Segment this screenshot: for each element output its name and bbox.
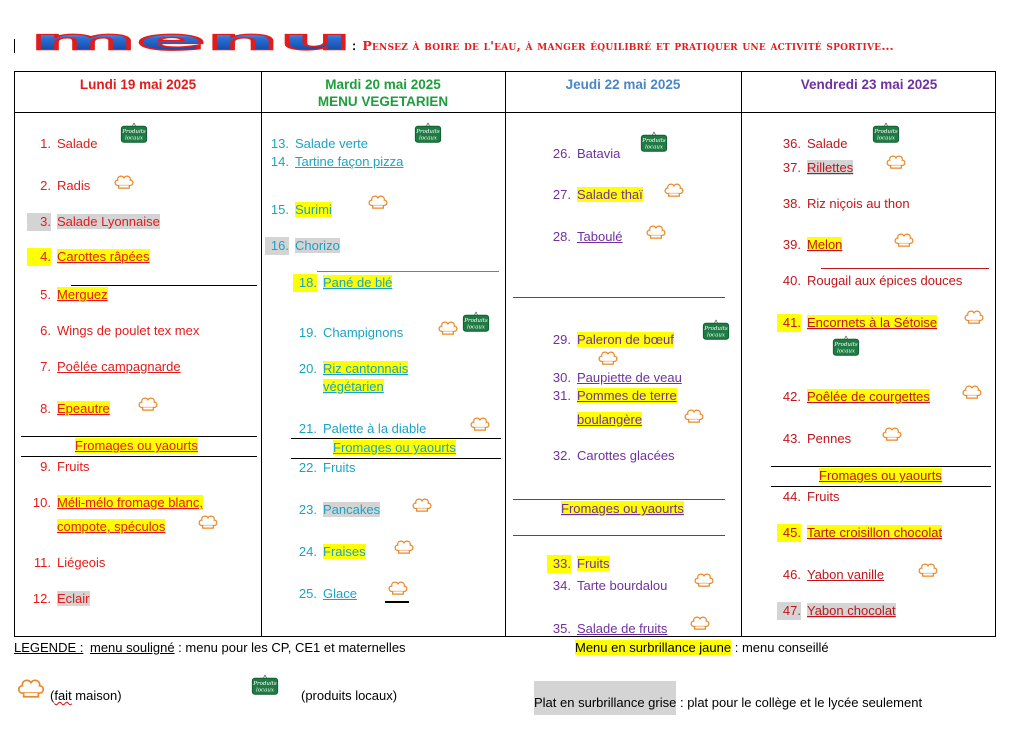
menu-item: 3. Salade Lyonnaise (27, 213, 160, 231)
menu-item: 45. Tarte croisillon chocolat (777, 524, 942, 542)
menu-item: 25. Glace (298, 586, 357, 601)
menu-item: 41. Encornets à la Sétoise (777, 314, 937, 332)
day-title: Jeudi 22 mai 2025 (565, 77, 681, 92)
chef-hat-icon (469, 415, 491, 431)
menu-item: 38. Riz niçois au thon (782, 196, 910, 211)
local-products-badge-icon (831, 335, 861, 357)
chef-hat-icon (683, 407, 705, 423)
menu-item: 29. Paleron de bœuf (552, 332, 674, 347)
menu-item: 43. Pennes (782, 431, 852, 446)
legend-local: (produits locaux) (301, 688, 398, 703)
menu-item: 24. Fraises (298, 544, 366, 559)
menu-item: 15. Surimi (270, 202, 332, 217)
menu-item: 36. Salade (782, 136, 848, 151)
menu-item: 44. Fruits (782, 489, 840, 504)
chef-hat-icon (693, 571, 715, 587)
separator-line (513, 535, 725, 536)
separator-line (513, 297, 725, 298)
menu-item-cont: compote, spéculos (57, 519, 166, 534)
local-products-badge-icon (639, 131, 669, 153)
day-header-friday (741, 72, 997, 112)
menu-item: 40. Rougail aux épices douces (782, 273, 963, 288)
menu-item: 4. Carottes râpées (27, 248, 150, 266)
chef-hat-icon (689, 614, 711, 630)
menu-item: 35. Salade de fruits (552, 621, 668, 636)
menu-item: 16. Chorizo (265, 237, 340, 255)
menu-item: 5. Merguez (40, 287, 108, 302)
day-header-thursday (505, 72, 741, 112)
menu-item: 39. Melon (782, 237, 843, 252)
chef-hat-icon (113, 173, 135, 189)
day-header-monday (15, 72, 261, 112)
menu-item: 31. Pommes de terre (552, 388, 677, 403)
menu-item: 27. Salade thaï (552, 187, 643, 202)
separator-line (385, 601, 409, 603)
chef-hat-icon (393, 538, 415, 554)
day-title: Vendredi 23 mai 2025 (800, 77, 938, 92)
separator-line (21, 436, 257, 437)
local-products-badge-icon (119, 122, 149, 144)
chef-hat-icon (387, 579, 409, 595)
menu-item: 12. Eclair (32, 591, 90, 606)
menu-item: 28. Taboulé (552, 229, 623, 244)
menu-item: 34. Tarte bourdalou (552, 578, 668, 593)
header (12, 23, 1012, 68)
menu-item: 9. Fruits (40, 459, 90, 474)
legend-yellow: Menu en surbrillance jaune : menu conseillé (575, 640, 829, 655)
chef-hat-icon (961, 383, 983, 399)
menu-item: 47. Yabon chocolat (777, 602, 896, 620)
separator-line (771, 466, 991, 467)
chef-hat-icon (197, 513, 219, 529)
chef-hat-icon (597, 349, 619, 365)
menu-item: 26. Batavia (552, 146, 621, 161)
tagline: : Pensez à boire de l'eau, à manger équilibré et pratiquer une activité sportive… (352, 38, 894, 53)
legend-underlined: menu souligné : menu pour les CP, CE1 et maternelles (90, 640, 406, 655)
menu-item: 14. Tartine façon pizza (270, 154, 404, 169)
menu-logo (26, 22, 356, 52)
cheese-band: Fromages ou yaourts (75, 438, 198, 453)
local-products-badge-icon (701, 319, 731, 341)
menu-item: 18. Pané de blé (293, 274, 392, 292)
chef-hat-icon (645, 223, 667, 239)
legend (14, 640, 1014, 720)
legend-homemade: (fait maison) (50, 688, 122, 703)
separator-line (821, 268, 989, 269)
cheese-band: Fromages ou yaourts (819, 468, 942, 483)
chef-hat-icon (917, 561, 939, 577)
chef-hat-icon (881, 425, 903, 441)
menu-item: 23. Pancakes (298, 502, 381, 517)
day-subtitle: MENU VEGETARIEN (317, 94, 449, 109)
chef-hat-icon (137, 395, 159, 411)
separator-line (513, 499, 725, 500)
day-title: Lundi 19 mai 2025 (79, 77, 197, 92)
chef-hat-icon (663, 181, 685, 197)
menu-item: 22. Fruits (298, 460, 356, 475)
local-products-badge-icon (871, 122, 901, 144)
menu-item: 42. Poêlée de courgettes (782, 389, 930, 404)
legend-grey: Plat en surbrillance grise : plat pour le collège et le lycée seulement (534, 674, 922, 718)
day-title: Mardi 20 mai 2025 (325, 77, 441, 92)
legend-title: LEGENDE : (14, 640, 84, 655)
menu-item: 30. Paupiette de veau (552, 370, 682, 385)
column-tuesday (261, 113, 505, 636)
chef-hat-icon (16, 676, 46, 698)
menu-table (14, 71, 996, 637)
separator-line (317, 271, 499, 272)
separator-line (771, 486, 991, 487)
menu-item: 21. Palette à la diable (298, 421, 427, 436)
separator-line (291, 438, 501, 439)
menu-item: 2. Radis (40, 178, 91, 193)
chef-hat-icon (367, 193, 389, 209)
chef-hat-icon (411, 496, 433, 512)
chef-hat-icon (893, 231, 915, 247)
local-products-badge-icon (250, 674, 280, 696)
menu-item: 13. Salade verte (270, 136, 368, 151)
menu-item: 33. Fruits (547, 555, 610, 573)
menu-item: 11. Liégeois (33, 555, 106, 570)
menu-item: 1. Salade (40, 136, 98, 151)
text-cursor-bar (14, 39, 15, 53)
chef-hat-icon (437, 319, 459, 335)
menu-item: 46. Yabon vanille (782, 567, 885, 582)
menu-item: 7. Poêlée campagnarde (40, 359, 181, 374)
menu-item-cont: boulangère (577, 412, 643, 427)
menu-item: 10. Méli-mélo fromage blanc, (32, 495, 203, 510)
menu-item: 37. Rillettes (782, 160, 854, 175)
day-header-tuesday (261, 72, 505, 112)
cheese-band: Fromages ou yaourts (561, 501, 684, 516)
chef-hat-icon (885, 153, 907, 169)
menu-item-cont: végétarien (323, 379, 384, 394)
menu-item: 6. Wings de poulet tex mex (40, 323, 200, 338)
menu-item: 32. Carottes glacées (552, 448, 675, 463)
menu-item: 20. Riz cantonnais (298, 361, 409, 376)
column-thursday (505, 113, 741, 636)
column-monday (15, 113, 261, 636)
cheese-band: Fromages ou yaourts (333, 440, 456, 455)
separator-line (21, 456, 257, 457)
chef-hat-icon (963, 308, 985, 324)
local-products-badge-icon (461, 311, 491, 333)
column-friday (741, 113, 997, 636)
menu-item: 19. Champignons (298, 325, 404, 340)
svg-text:menu: menu (30, 23, 352, 52)
local-products-badge-icon (413, 122, 443, 144)
menu-item: 8. Epeautre (40, 401, 110, 416)
